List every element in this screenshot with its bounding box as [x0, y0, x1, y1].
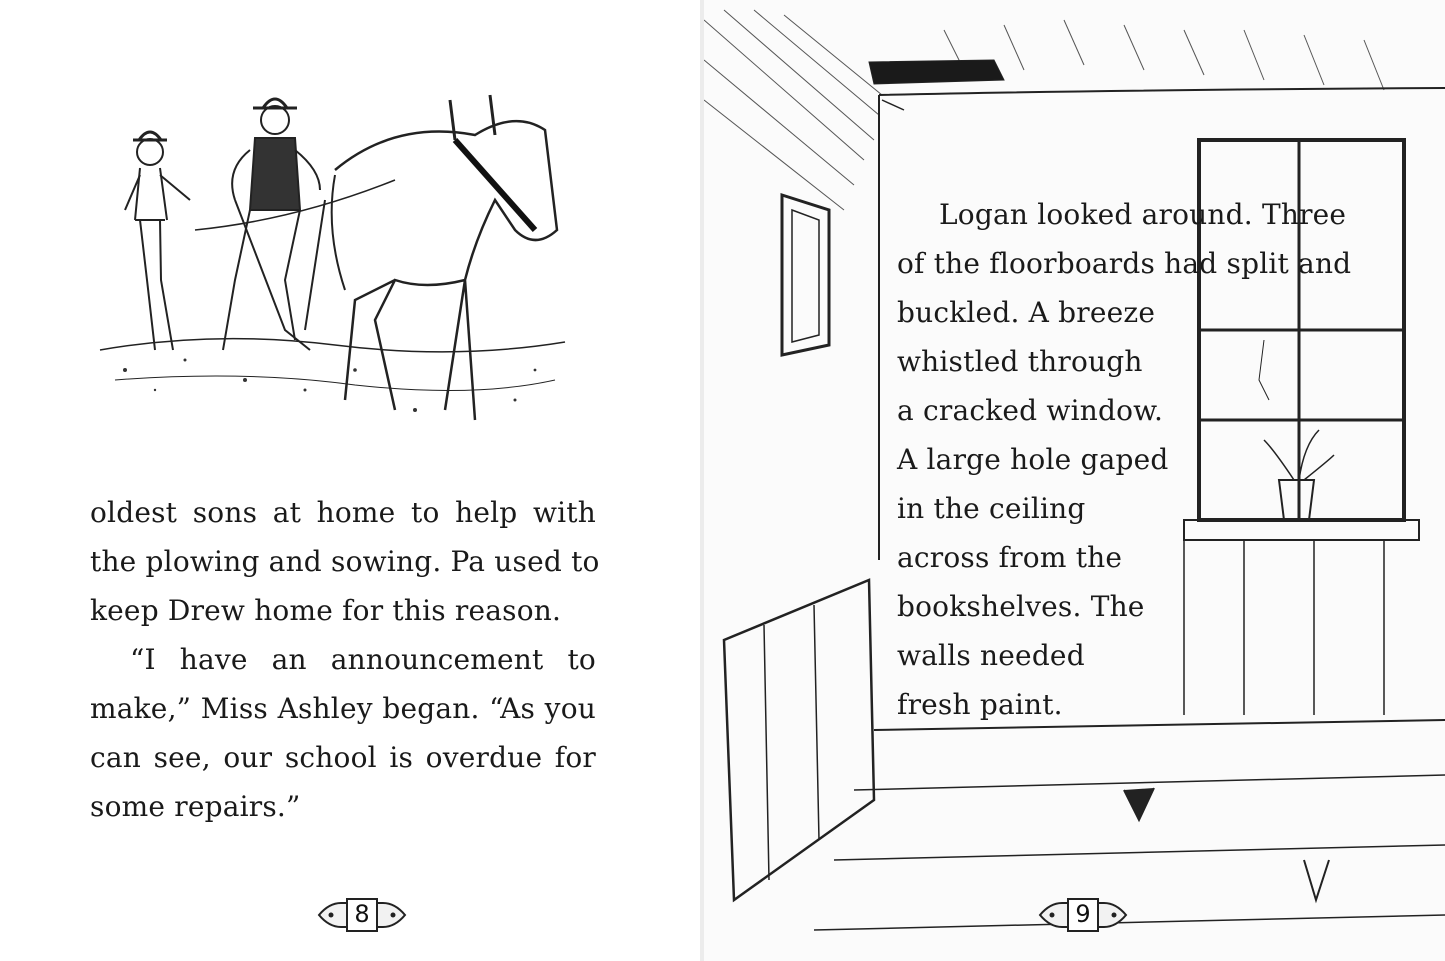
page-number-badge	[317, 895, 407, 935]
text-line: of the floorboards had split and	[897, 247, 1352, 280]
text-line: some repairs.”	[90, 790, 301, 823]
text-line: “I have an announcement to	[130, 643, 596, 676]
text-line: whistled through	[897, 345, 1143, 378]
text-line: walls needed	[897, 639, 1085, 672]
right-page-text	[897, 190, 1352, 729]
text-line: bookshelves. The	[897, 590, 1145, 623]
text-line: fresh paint.	[897, 688, 1063, 721]
text-line: in the ceiling	[897, 492, 1086, 525]
text-line: oldest sons at home to help with	[90, 496, 596, 529]
text-line: Logan looked around. Three	[939, 198, 1347, 231]
page-number: 9	[1075, 900, 1091, 928]
plowing-illustration	[95, 80, 575, 470]
text-line: the plowing and sowing. Pa used to	[90, 545, 600, 578]
text-line: buckled. A breeze	[897, 296, 1156, 329]
text-line: A large hole gaped	[897, 443, 1169, 476]
page-number: 8	[354, 900, 370, 928]
text-line: can see, our school is overdue for	[90, 741, 596, 774]
text-line: keep Drew home for this reason.	[90, 594, 562, 627]
text-line: across from the	[897, 541, 1123, 574]
text-line: make,” Miss Ashley began. “As you	[90, 692, 596, 725]
page-number-badge	[1038, 895, 1128, 935]
left-page	[0, 0, 700, 961]
text-line: a cracked window.	[897, 394, 1164, 427]
left-page-text	[90, 488, 600, 831]
